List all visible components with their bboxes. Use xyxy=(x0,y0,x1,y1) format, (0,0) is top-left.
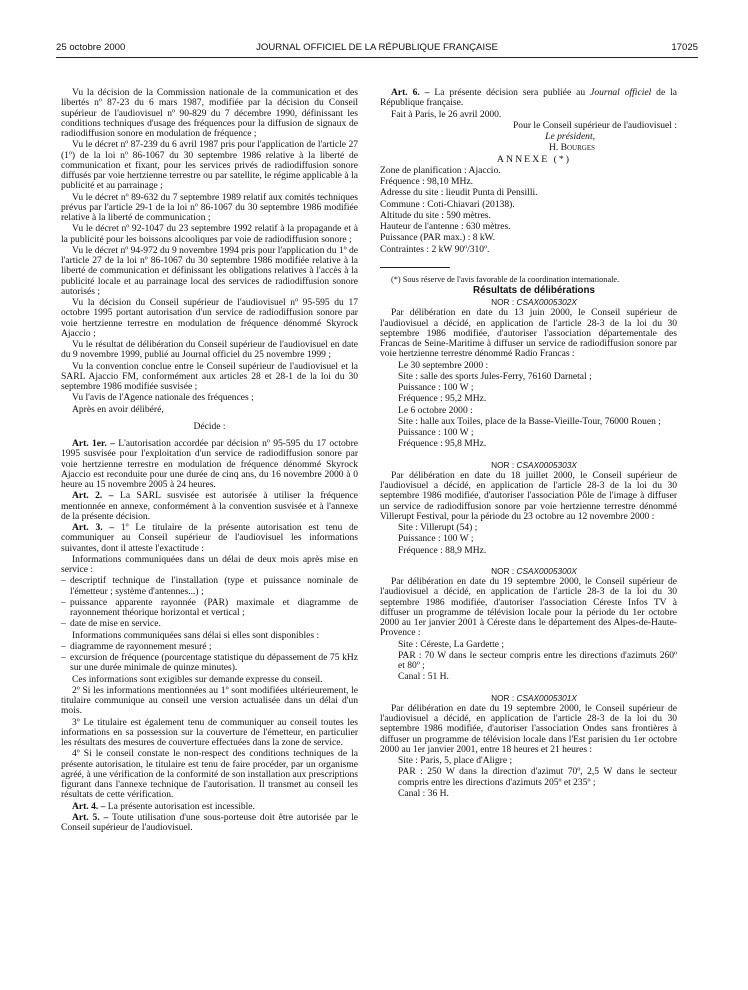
article-3 xyxy=(61,523,358,554)
list-item: – excursion de fréquence (pourcentage statistique du dépassement de 75 kHz sur une durée minimale de quinze minutes). xyxy=(61,653,358,674)
article-3-label: Art. 3. – xyxy=(72,522,115,533)
signature-name: H. Bourges xyxy=(548,142,595,154)
list-item: – descriptif technique de l'installation (type et puissance nominale de l'émetteur ; système d'antennes...) ; xyxy=(61,576,358,597)
deliberation-line: Site : Céreste, La Gardette ; xyxy=(398,638,505,650)
deliberation-line: Le 30 septembre 2000 : xyxy=(398,359,489,371)
deliberation-line: Fréquence : 88,9 MHz. xyxy=(398,544,487,556)
paragraph: Vu la décision de la Commission nationale de la communication et des libertés nº 87-23 du 6 mars 1987, modifiée par la décision du Conseil supérieur de l'audiovisuel nº 90-829 du 7 décembre 1990, définissant les conditions techniques d'usage des fréquences pour la diffusion de signaux de radiodiffusion sonore en modulation de fréquence ; xyxy=(61,88,358,139)
paragraph: 4º Si le conseil constate le non-respect des conditions techniques de la présente autorisation, le titulaire est tenu de faire procéder, par un organisme agréé, à une vérification de la conformité de son installation aux prescriptions figurant dans l'annexe technique de l'autorisation. Il transmet au conseil les résultats de cette vérification. xyxy=(61,748,358,801)
article-6-text-b: de la République française. xyxy=(380,88,677,109)
paragraph: Vu le décret nº 87-239 du 6 avril 1987 pris pour l'application de l'article 27 (1º) de la loi nº 86-1067 du 30 septembre 1986 relative à la liberté de communication et fixant, pour les services privés de radiodiffusion sonore diffusés par voie hertzienne terrestre ou par satellite, le régime applicable à la publicité et au parrainage ; xyxy=(61,139,358,192)
list-item: – date de mise en service. xyxy=(61,619,358,629)
deliberation-text: Par délibération en date du 19 septembre 2000, le Conseil supérieur de l'audiovisuel a décidé, en application de l'article 28-3 de la loi du 30 septembre 1986 modifiée, d'autoriser l'association Céreste Infos TV à diffuser un programme de télévision locale pour la période du 1er octobre 2000 au 1er janvier 2001 à Céreste dans le département des Alpes-de-Haute-Provence : xyxy=(380,576,677,639)
paragraph: 2º Si les informations mentionnées au 1º sont modifiées ultérieurement, le titulaire communique au conseil une version actualisée dans un délai d'un mois. xyxy=(61,684,358,717)
article-6-label: Art. 6. – xyxy=(391,88,430,98)
deliberation-line: PAR : 70 W dans le secteur compris entre les directions d'azimuts 260º et 80º ; xyxy=(398,649,677,671)
decide-heading: Décide : xyxy=(193,420,226,432)
paragraph: 3º Le titulaire est également tenu de communiquer au conseil toutes les informations en sa possession sur la couverture de l'émetteur, en particulier les résultats des mesures de couverture effectuées dans la zone de service. xyxy=(61,716,358,748)
nor-label: NOR : xyxy=(491,297,515,307)
deliberation-line: Site : salle des sports Jules-Ferry, 76160 Darnetal ; xyxy=(398,370,592,382)
nor-reference xyxy=(380,297,677,307)
article-4 xyxy=(61,802,358,812)
deliberation-text: Par délibération en date du 13 juin 2000, le Conseil supérieur de l'audiovisuel a décidé, en application de l'article 28-3 de la loi du 30 septembre 1986 modifiée, d'autoriser l'association départementale des Francas de Seine-Maritime à diffuser un service de radiodiffusion sonore par voie hertzienne terrestre dénommé Radio Francas : xyxy=(380,307,677,360)
deliberation-line: Site : halle aux Toiles, place de la Basse-Vieille-Tour, 76000 Rouen ; xyxy=(398,415,661,427)
nor-code: CSAX0005302X xyxy=(516,297,577,307)
deliberation-text: Par délibération en date du 19 septembre 2000, le Conseil supérieur de l'audiovisuel a décidé, en application de l'article 28-3 de la loi du 30 septembre 1986 modifiée, d'autoriser l'association Ondes sans frontières à diffuser un programme de télévision locale dans l'Est parisien du 1er octobre 2000 au 1er janvier 2001, entre 18 heures et 21 heures : xyxy=(380,702,677,755)
article-3-text: 1º Le titulaire de la présente autorisation est tenu de communiquer au Conseil supérieur de l'audiovisuel les informations suivantes, dont il atteste l'exactitude : xyxy=(61,522,358,554)
article-1 xyxy=(61,439,358,490)
annex-line: Contraintes : 2 kW 90º/310º. xyxy=(380,243,490,255)
paragraph: Après en avoir délibéré, xyxy=(72,403,164,415)
paragraph: Vu le résultat de délibération du Conseil supérieur de l'audiovisuel en date du 9 novembre 1999, publié au Journal officiel du 25 novembre 1999 ; xyxy=(61,339,358,361)
annex-line: Puissance (PAR max.) : 8 kW. xyxy=(380,232,496,244)
nor-label: NOR : xyxy=(491,565,515,576)
article-2-text: La SARL susvisée est autorisée à utiliser la fréquence mentionnée en annexe, conformément à la convention susvisée et à l'annexe de la présente décision. xyxy=(61,490,358,522)
deliberation-line: Puissance : 100 W ; xyxy=(398,382,474,393)
list-item: – diagramme de rayonnement mesuré ; xyxy=(61,642,358,652)
article-2-label: Art. 2. – xyxy=(72,490,114,502)
header-date: 25 octobre 2000 xyxy=(56,42,126,53)
annex-line: Commune : Coti-Chiavari (20138). xyxy=(380,198,515,210)
paragraph: Ces informations sont exigibles sur demande expresse du conseil. xyxy=(72,673,323,685)
deliberation-line: PAR : 250 W dans la direction d'azimut 70º, 2,5 W dans le secteur compris entre les directions d'azimuts 205º et 235º ; xyxy=(398,766,677,788)
nor-code: CSAX0005300X xyxy=(516,565,577,576)
article-6 xyxy=(380,88,677,109)
paragraph: Vu le décret nº 89-632 du 7 septembre 1989 relatif aux comités techniques prévus par l'article 29-1 de la loi nº 86-1067 du 30 septembre 1986 modifiée relative à la liberté de communication ; xyxy=(61,191,358,223)
header-journal-title: JOURNAL OFFICIEL DE LA RÉPUBLIQUE FRANÇAISE xyxy=(256,42,498,53)
deliberation-line: Le 6 octobre 2000 : xyxy=(398,404,473,416)
article-1-label: Art. 1er. – xyxy=(72,438,115,449)
deliberation-line: Site : Villerupt (54) ; xyxy=(398,522,478,533)
nor-reference xyxy=(380,460,677,470)
annex-line: Fréquence : 98,10 MHz. xyxy=(380,176,474,187)
article-6-journal: Journal officiel xyxy=(590,88,652,98)
info-now-heading: Informations communiquées sans délai si elles sont disponibles : xyxy=(72,629,320,641)
nor-reference xyxy=(380,693,677,703)
article-5-text: Toute utilisation d'une sous-porteuse doit être autorisée par le Conseil supérieur de l'audiovisuel. xyxy=(61,811,358,833)
paragraph: Vu la décision du Conseil supérieur de l'audiovisuel nº 95-595 du 17 octobre 1995 portant autorisation d'un service de radiodiffusion sonore par voie hertzienne terrestre en modulation de fréquence dénommé Skyrock Ajaccio ; xyxy=(61,297,358,339)
nor-code: CSAX0005303X xyxy=(516,459,577,470)
signatory-line: Pour le Conseil supérieur de l'audiovisuel : xyxy=(513,119,677,131)
article-4-text: La présente autorisation est incessible. xyxy=(105,800,255,812)
article-1-text: L'autorisation accordée par décision nº 95-595 du 17 octobre 1995 susvisée pour l'exploitation d'un service de radiodiffusion sonore par voie hertzienne terrestre en modulation de fréquence dénommé Skyrock Ajaccio est reconduite pour une durée de cinq ans, du 16 novembre 2000 à 0 heure au 15 novembre 2005 à 24 heures. xyxy=(61,438,358,490)
nor-code: CSAX0005301X xyxy=(516,692,577,703)
deliberation-line: Fréquence : 95,2 MHz. xyxy=(398,393,487,405)
deliberation-line: Site : Paris, 5, place d'Aligre ; xyxy=(398,755,513,766)
deliberation-line: Canal : 36 H. xyxy=(398,787,449,799)
left-column xyxy=(61,88,358,980)
deliberation-line: Canal : 51 H. xyxy=(398,671,449,683)
deliberation-line: Puissance : 100 W ; xyxy=(398,533,474,545)
paragraph: Vu l'avis de l'Agence nationale des fréquences ; xyxy=(72,392,254,404)
deliberation-line: Puissance : 100 W ; xyxy=(398,427,474,438)
footnote: (*) Sous réserve de l'avis favorable de la coordination internationale. xyxy=(391,274,620,284)
list-item: – puissance apparente rayonnée (PAR) maximale et diagramme de rayonnement théorique horizontal et vertical ; xyxy=(61,598,358,619)
article-5-label: Art. 5. – xyxy=(72,811,109,823)
article-2 xyxy=(61,491,358,522)
paragraph: Vu la convention conclue entre le Conseil supérieur de l'audiovisuel et la SARL Ajaccio FM, conformément aux articles 28 et 28-1 de la loi du 30 septembre 1986 modifiée susvisée ; xyxy=(61,360,358,392)
deliberation-line: Fréquence : 95,8 MHz. xyxy=(398,438,487,450)
paragraph: Vu le décret nº 92-1047 du 23 septembre 1992 relatif à la propagande et à la publicité pour les boissons alcooliques par voie de radiodiffusion sonore ; xyxy=(61,223,358,245)
nor-label: NOR : xyxy=(491,692,515,703)
fait-a-paris: Fait à Paris, le 26 avril 2000. xyxy=(391,108,502,120)
nor-reference xyxy=(380,566,677,576)
nor-label: NOR : xyxy=(491,459,515,470)
annex-line: Zone de planification : Ajaccio. xyxy=(380,164,501,176)
annex-line: Hauteur de l'antenne : 630 mètres. xyxy=(380,221,511,232)
page-header xyxy=(56,39,698,58)
annex-title: ANNEXE (*) xyxy=(496,153,572,165)
annex-line: Altitude du site : 590 mètres. xyxy=(380,209,491,221)
article-6-text-a: La présente décision sera publiée au xyxy=(429,88,591,98)
header-page-number: 17025 xyxy=(671,42,698,53)
results-title: Résultats de délibérations xyxy=(473,284,595,296)
article-4-label: Art. 4. – xyxy=(72,800,106,812)
right-column xyxy=(380,88,677,980)
paragraph: Vu le décret nº 94-972 du 9 novembre 1994 pris pour l'application du 1º de l'article 27 de la loi nº 86-1067 du 30 septembre 1986 modifiée relative à la liberté de communication et définissant les obligations relatives à l'accès à la publicité locale et au parrainage local des services de radiodiffusion sonore autorisés ; xyxy=(61,244,358,297)
deliberation-text: Par délibération en date du 18 juillet 2000, le Conseil supérieur de l'audiovisuel a décidé, en application de l'article 28-3 de la loi du 30 septembre 1986 modifiée, d'autoriser l'association Pôle de l'image à diffuser un service de radiodiffusion sonore par voie hertzienne terrestre dénommé Villerupt Festival, pour la période du 23 octobre au 12 novembre 2000 : xyxy=(380,469,677,522)
info-delay-heading: Informations communiquées dans un délai de deux mois après mise en service : xyxy=(61,553,358,575)
president-title: Le président, xyxy=(545,131,595,142)
annex-line: Adresse du site : lieudit Punta di Pensilli. xyxy=(380,187,538,199)
footnote-rule xyxy=(380,267,450,268)
article-5 xyxy=(61,813,358,834)
